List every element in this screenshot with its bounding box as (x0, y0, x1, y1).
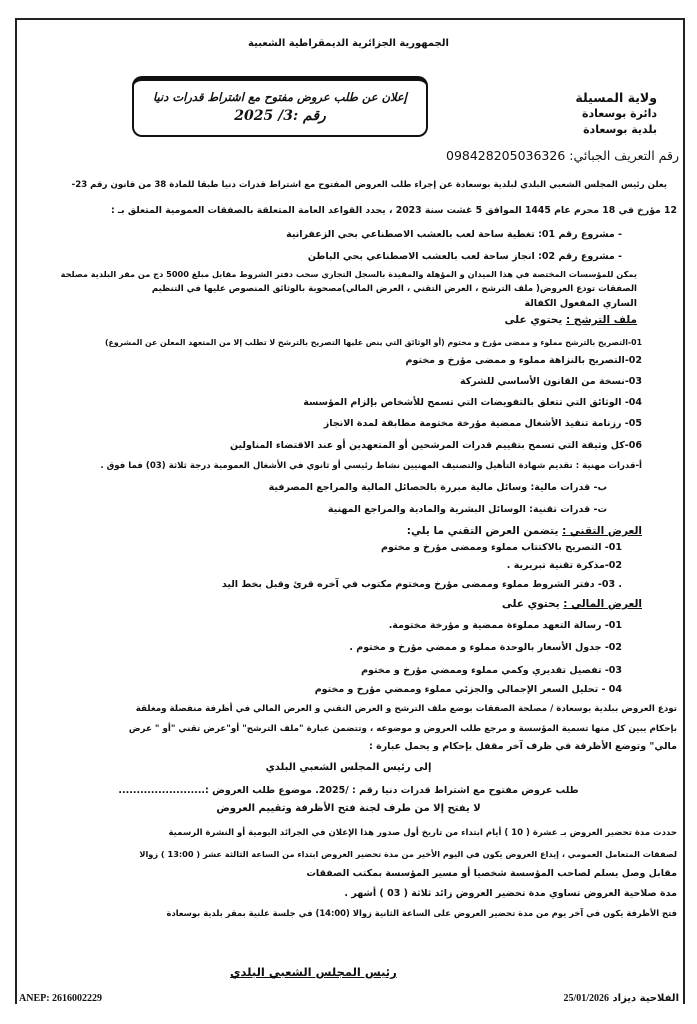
capacity-item: ت- قدرات تقنية: الوسائل البشرية والمادية والمراجع المهنية (327, 504, 607, 515)
deposit-line: مالي" وتوضع الأظرفة في ظرف آخر مقفل بإحكام و يحمل عبارة : (368, 741, 677, 752)
project-item: - مشروع رقم 02: انجاز ساحة لعب بالعشب الاصطناعي بحي الباطن (307, 251, 622, 262)
withdraw-line: الساري المفعول الكفالة (524, 298, 637, 309)
intro-line: يعلن رئيس المجلس الشعبي البلدي لبلدية بوسعادة عن إجراء طلب العروض المفتوح مع اشتراط قدرات دنيا طبقا للمادة 38 من قانون رقم 23- (71, 180, 667, 190)
technical-item: . 03- دفتر الشروط مملوء وممضى مؤرخ ومختوم مكتوب في آخره قرئ وقبل بخط اليد (221, 579, 622, 590)
candidacy-item: 02-التصريح بالنزاهة مملوء و ممضى مؤرخ و مختوم (405, 355, 642, 366)
technical-heading (407, 524, 642, 538)
wilaya: ولاية المسيلة (575, 90, 657, 105)
terms-line: مقابل وصل يسلم لصاحب المؤسسة شخصيا أو مسير المؤسسة بمكتب الصفقات (306, 868, 677, 879)
announcement-number: رقم :3/ 2025 (234, 108, 326, 124)
technical-item: 01- التصريح بالاكتتاب مملوء وممضى مؤرخ و مختوم (381, 542, 622, 553)
capacity-item: أ-قدرات مهنية : تقديم شهادة التأهيل والتصنيف المهنيين نشاط رئيسي أو ثانوي في الأشغال العمومية درجة ثلاثة (03) فما فوق . (100, 461, 642, 471)
daira: دائرة بوسعادة (581, 107, 657, 120)
financial-item: 02- جدول الأسعار بالوحدة مملوء و ممضي مؤرخ و مختوم . (349, 642, 622, 653)
financial-item: 01- رسالة التعهد مملوءة ممضية و مؤرخة مختومة. (388, 620, 622, 631)
terms-line: حددت مدة تحضير العروض بـ عشرة ( 10 ) أيام ابتداء من تاريخ أول صدور هذا الإعلان في الجرائد اليومية أو النشرة الرسمية (168, 828, 677, 838)
technical-heading-label: العرض التقني : (562, 525, 642, 537)
candidacy-item: 06-كل وثيقة التي تسمح بتقييم قدرات المرشحين أو المتعهدين أو عند الاقتضاء المناولين (229, 440, 642, 451)
signature-title: رئيس المجلس الشعبي البلدي (230, 965, 397, 979)
candidacy-heading (505, 313, 637, 327)
financial-heading-label: العرض المالي : (563, 598, 642, 610)
candidacy-item: 03-نسخة من القانون الأساسي للشركة (459, 376, 642, 387)
technical-item: 02-مذكرة تقنية تبريرية . (506, 560, 622, 571)
publication-info (559, 993, 679, 1004)
technical-heading-rest: يتضمن العرض التقني ما يلي: (406, 525, 563, 537)
announcement-title-box (132, 76, 428, 137)
terms-line: لصفقات المتعامل العمومي ، إيداع العروض يكون في اليوم الأخير من مدة تحضير العروض ابتداء من الساعة الثالثة عشر ( 13:00 ) زوالا (139, 849, 677, 859)
commune: بلدية بوسعادة (583, 123, 657, 136)
financial-heading (502, 597, 642, 611)
intro-line: 12 مؤرخ في 18 محرم عام 1445 الموافق 5 غشت سنة 2023 ، يحدد القواعد العامة المتعلقة بالصفقات العمومية المتعلق بـ : (110, 205, 677, 216)
candidacy-item: 05- رزنامة تنفيذ الأشغال ممضية مؤرخة مختومة مطابقة لمدة الانجاز (323, 418, 642, 429)
administration-block (575, 90, 657, 138)
candidacy-heading-label: ملف الترشح : (565, 314, 637, 326)
withdraw-line: الصفقات تودع العروض( ملف الترشح ، العرض التقني ، العرض المالي)مصحوبة بالوثائق المنصوص عليها في التنظيم (151, 284, 637, 294)
terms-line: مدة صلاحية العروض تساوي مدة تحضير العروض زائد ثلاثة ( 03 ) أشهر . (344, 888, 677, 899)
envelope-reference: طلب عروض مفتوح مع اشتراط قدرات دنيا رقم : /2025. موضوع طلب العروض :........................ (118, 785, 579, 796)
anep-number: ANEP: 2616002229 (19, 993, 106, 1004)
deposit-line: بإحكام يبين كل منها تسمية المؤسسة و مرجع طلب العروض و موضوعه ، وتتضمن عبارة "ملف الترشح" أو"عرض تقني "أو " عرض (128, 724, 677, 734)
candidacy-item: 01-التصريح بالترشح مملوء و ممضى مؤرخ و مختوم (أو الوثائق التي ينص عليها التصريح بالترشح لا تطلب إلا من المتعهد المعلن عن المشروع) (104, 338, 642, 347)
publication-date: 25/01/2026 (563, 993, 610, 1004)
terms-line: فتح الأظرفة يكون في آخر يوم من مدة تحضير العروض على الساعة الثانية زوالا (14:00) في جلسة علنية بمقر بلدية بوسعادة (166, 908, 677, 918)
republic-header: الجمهورية الجزائرية الديمقراطية الشعبية (248, 38, 449, 49)
project-item: - مشروع رقم 01: تغطية ساحة لعب بالعشب الاصطناعي بحي الزعفرانية (286, 229, 622, 240)
envelope-notice: لا يفتح إلا من طرف لجنة فتح الأظرفة وتقييم العروض (216, 803, 481, 814)
candidacy-item: 04- الوثائق التي تتعلق بالتفويضات التي تسمح للأشخاص بإلزام المؤسسة (303, 397, 642, 408)
financial-heading-rest: يحتوي على (501, 598, 564, 610)
footer (15, 993, 685, 1009)
candidacy-heading-rest: يحتوي على (504, 314, 566, 326)
tax-id: رقم التعريف الجبائي: 098428205036326 (446, 148, 679, 163)
envelope-recipient: إلى رئيس المجلس الشعبي البلدي (265, 762, 432, 773)
withdraw-line: يمكن للمؤسسات المختصة في هذا الميدان و المؤهلة والمقيدة بالسجل التجاري سحب دفتر الشروط مقابل مبلغ 5000 دج من مقر البلدية مصلحة (60, 269, 637, 279)
capacity-item: ب- قدرات مالية: وسائل مالية مبررة بالحصائل المالية والمراجع المصرفية (268, 482, 607, 493)
financial-item: 04 - تحليل السعر الإجمالي والجزئي مملوء وممضي مؤرخ و مختوم (314, 684, 622, 695)
financial-item: 03- تفصيل تقديري وكمي مملوء وممضي مؤرخ و مختوم (361, 665, 622, 676)
announcement-title: إعلان عن طلب عروض مفتوح مع اشتراط قدرات دنيا (153, 90, 407, 104)
deposit-line: تودع العروض ببلدية بوسعادة / مصلحة الصفقات بوضع ملف الترشح و العرض التقني و العرض المالي في أظرفة منفصلة ومغلقة (135, 704, 677, 714)
newspaper-name: الفلاحية ديزاد (612, 993, 679, 1004)
